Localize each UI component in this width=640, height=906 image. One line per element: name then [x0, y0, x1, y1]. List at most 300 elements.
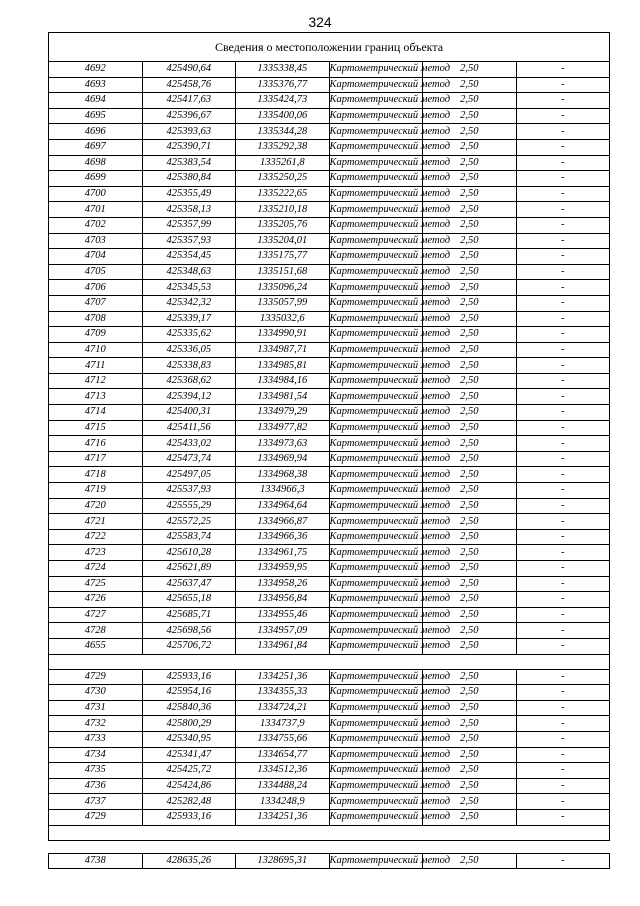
accuracy-cell: 2,50: [423, 202, 517, 218]
point-number-cell: 4710: [49, 342, 143, 358]
note-cell: -: [516, 529, 610, 545]
point-number-cell: 4737: [49, 794, 143, 810]
table-row: [49, 373, 610, 389]
accuracy-cell: 2,50: [423, 853, 517, 869]
note-cell: -: [516, 295, 610, 311]
coordinate-x-cell: 425537,93: [142, 483, 236, 499]
method-cell: Картометрический метод: [329, 638, 423, 654]
accuracy-cell: 2,50: [423, 139, 517, 155]
note-cell: -: [516, 389, 610, 405]
coordinate-x-cell: 425583,74: [142, 529, 236, 545]
coordinate-y-cell: 1334964,64: [236, 498, 330, 514]
coordinate-y-cell: 1334961,75: [236, 545, 330, 561]
method-cell: Картометрический метод: [329, 778, 423, 794]
point-number-cell: 4693: [49, 77, 143, 93]
table-row: [49, 124, 610, 140]
coordinate-y-cell: 1334512,36: [236, 763, 330, 779]
table-row: [49, 217, 610, 233]
method-cell: Картометрический метод: [329, 794, 423, 810]
table-row: [49, 778, 610, 794]
coordinate-y-cell: 1334248,9: [236, 794, 330, 810]
note-cell: -: [516, 139, 610, 155]
point-number-cell: 4732: [49, 716, 143, 732]
table-row: [49, 139, 610, 155]
accuracy-cell: 2,50: [423, 669, 517, 685]
note-cell: -: [516, 514, 610, 530]
coordinate-y-cell: 1335096,24: [236, 280, 330, 296]
method-cell: Картометрический метод: [329, 264, 423, 280]
point-number-cell: 4696: [49, 124, 143, 140]
table-row: [49, 669, 610, 685]
note-cell: -: [516, 420, 610, 436]
method-cell: Картометрический метод: [329, 217, 423, 233]
coordinate-y-cell: 1334755,66: [236, 731, 330, 747]
coordinate-y-cell: 1335400,06: [236, 108, 330, 124]
accuracy-cell: 2,50: [423, 327, 517, 343]
method-cell: Картометрический метод: [329, 623, 423, 639]
table-title-row: [49, 33, 610, 62]
accuracy-cell: 2,50: [423, 280, 517, 296]
accuracy-cell: 2,50: [423, 373, 517, 389]
coordinate-x-cell: 428635,26: [142, 853, 236, 869]
note-cell: -: [516, 342, 610, 358]
note-cell: -: [516, 607, 610, 623]
table-row: [49, 561, 610, 577]
table-row: [49, 853, 610, 869]
group-separator-row: [49, 654, 610, 669]
accuracy-cell: 2,50: [423, 311, 517, 327]
point-number-cell: 4711: [49, 358, 143, 374]
coordinate-x-cell: 425425,72: [142, 763, 236, 779]
coordinate-y-cell: 1334977,82: [236, 420, 330, 436]
coordinate-x-cell: 425355,49: [142, 186, 236, 202]
point-number-cell: 4655: [49, 638, 143, 654]
table-row: [49, 420, 610, 436]
note-cell: -: [516, 778, 610, 794]
accuracy-cell: 2,50: [423, 545, 517, 561]
table-row: [49, 405, 610, 421]
coordinate-x-cell: 425358,13: [142, 202, 236, 218]
point-number-cell: 4701: [49, 202, 143, 218]
accuracy-cell: 2,50: [423, 685, 517, 701]
coordinate-x-cell: 425338,83: [142, 358, 236, 374]
point-number-cell: 4709: [49, 327, 143, 343]
accuracy-cell: 2,50: [423, 700, 517, 716]
table-row: [49, 202, 610, 218]
coordinate-x-cell: 425342,32: [142, 295, 236, 311]
accuracy-cell: 2,50: [423, 420, 517, 436]
point-number-cell: 4729: [49, 669, 143, 685]
coordinate-y-cell: 1334251,36: [236, 809, 330, 825]
method-cell: Картометрический метод: [329, 295, 423, 311]
coordinate-y-cell: 1334355,33: [236, 685, 330, 701]
coordinate-x-cell: 425497,05: [142, 467, 236, 483]
method-cell: Картометрический метод: [329, 467, 423, 483]
note-cell: -: [516, 155, 610, 171]
table-row: [49, 716, 610, 732]
method-cell: Картометрический метод: [329, 171, 423, 187]
coordinate-y-cell: 1335344,28: [236, 124, 330, 140]
coordinate-y-cell: 1334973,63: [236, 436, 330, 452]
note-cell: -: [516, 592, 610, 608]
point-number-cell: 4708: [49, 311, 143, 327]
table-row: [49, 295, 610, 311]
accuracy-cell: 2,50: [423, 467, 517, 483]
coordinate-x-cell: 425393,63: [142, 124, 236, 140]
table-row: [49, 171, 610, 187]
method-cell: Картометрический метод: [329, 342, 423, 358]
table-row: [49, 809, 610, 825]
accuracy-cell: 2,50: [423, 155, 517, 171]
coordinate-x-cell: 425383,54: [142, 155, 236, 171]
note-cell: -: [516, 327, 610, 343]
method-cell: Картометрический метод: [329, 545, 423, 561]
coordinate-x-cell: 425473,74: [142, 451, 236, 467]
point-number-cell: 4712: [49, 373, 143, 389]
method-cell: Картометрический метод: [329, 483, 423, 499]
accuracy-cell: 2,50: [423, 592, 517, 608]
coordinate-y-cell: 1334956,84: [236, 592, 330, 608]
point-number-cell: 4717: [49, 451, 143, 467]
coordinate-x-cell: 425572,25: [142, 514, 236, 530]
coordinate-y-cell: 1335057,99: [236, 295, 330, 311]
table-row: [49, 545, 610, 561]
method-cell: Картометрический метод: [329, 576, 423, 592]
point-number-cell: 4723: [49, 545, 143, 561]
accuracy-cell: 2,50: [423, 405, 517, 421]
table-row: [49, 62, 610, 78]
note-cell: -: [516, 93, 610, 109]
accuracy-cell: 2,50: [423, 233, 517, 249]
method-cell: Картометрический метод: [329, 358, 423, 374]
point-number-cell: 4719: [49, 483, 143, 499]
method-cell: Картометрический метод: [329, 498, 423, 514]
accuracy-cell: 2,50: [423, 747, 517, 763]
table-spacer: [49, 840, 610, 853]
note-cell: -: [516, 171, 610, 187]
point-number-cell: 4726: [49, 592, 143, 608]
point-number-cell: 4715: [49, 420, 143, 436]
table-row: [49, 389, 610, 405]
coordinate-y-cell: 1334966,87: [236, 514, 330, 530]
note-cell: -: [516, 358, 610, 374]
accuracy-cell: 2,50: [423, 249, 517, 265]
table-spacer-row: [49, 840, 610, 853]
note-cell: -: [516, 405, 610, 421]
accuracy-cell: 2,50: [423, 264, 517, 280]
coordinate-y-cell: 1334961,84: [236, 638, 330, 654]
coordinate-y-cell: 1335424,73: [236, 93, 330, 109]
coordinate-x-cell: 425933,16: [142, 669, 236, 685]
method-cell: Картометрический метод: [329, 373, 423, 389]
table-row: [49, 233, 610, 249]
method-cell: Картометрический метод: [329, 280, 423, 296]
accuracy-cell: 2,50: [423, 217, 517, 233]
point-number-cell: 4735: [49, 763, 143, 779]
accuracy-cell: 2,50: [423, 93, 517, 109]
coordinate-x-cell: 425706,72: [142, 638, 236, 654]
method-cell: Картометрический метод: [329, 77, 423, 93]
point-number-cell: 4727: [49, 607, 143, 623]
accuracy-cell: 2,50: [423, 124, 517, 140]
coordinate-x-cell: 425390,71: [142, 139, 236, 155]
accuracy-cell: 2,50: [423, 778, 517, 794]
coordinate-y-cell: 1334968,38: [236, 467, 330, 483]
point-number-cell: 4703: [49, 233, 143, 249]
table-row: [49, 483, 610, 499]
note-cell: -: [516, 561, 610, 577]
accuracy-cell: 2,50: [423, 514, 517, 530]
coordinate-y-cell: 1334966,3: [236, 483, 330, 499]
coordinate-y-cell: 1335210,18: [236, 202, 330, 218]
point-number-cell: 4722: [49, 529, 143, 545]
note-cell: -: [516, 809, 610, 825]
point-number-cell: 4697: [49, 139, 143, 155]
point-number-cell: 4729: [49, 809, 143, 825]
point-number-cell: 4695: [49, 108, 143, 124]
table-row: [49, 108, 610, 124]
table-row: [49, 77, 610, 93]
note-cell: -: [516, 233, 610, 249]
table-row: [49, 794, 610, 810]
accuracy-cell: 2,50: [423, 638, 517, 654]
coordinate-y-cell: 1334957,09: [236, 623, 330, 639]
method-cell: Картометрический метод: [329, 139, 423, 155]
coordinate-y-cell: 1334979,29: [236, 405, 330, 421]
point-number-cell: 4702: [49, 217, 143, 233]
method-cell: Картометрический метод: [329, 514, 423, 530]
accuracy-cell: 2,50: [423, 483, 517, 499]
coordinate-y-cell: 1334987,71: [236, 342, 330, 358]
coordinate-x-cell: 425417,63: [142, 93, 236, 109]
note-cell: -: [516, 186, 610, 202]
point-number-cell: 4730: [49, 685, 143, 701]
coordinate-y-cell: 1334737,9: [236, 716, 330, 732]
point-number-cell: 4706: [49, 280, 143, 296]
coordinate-y-cell: 1334985,81: [236, 358, 330, 374]
method-cell: Картометрический метод: [329, 233, 423, 249]
method-cell: Картометрический метод: [329, 249, 423, 265]
point-number-cell: 4724: [49, 561, 143, 577]
coordinate-x-cell: 425354,45: [142, 249, 236, 265]
accuracy-cell: 2,50: [423, 108, 517, 124]
table-row: [49, 529, 610, 545]
point-number-cell: 4692: [49, 62, 143, 78]
table-row: [49, 155, 610, 171]
table-row: [49, 451, 610, 467]
coordinate-x-cell: 425348,63: [142, 264, 236, 280]
accuracy-cell: 2,50: [423, 186, 517, 202]
coordinate-y-cell: 1334654,77: [236, 747, 330, 763]
note-cell: -: [516, 436, 610, 452]
point-number-cell: 4698: [49, 155, 143, 171]
table-row: [49, 342, 610, 358]
coordinate-x-cell: 425400,31: [142, 405, 236, 421]
method-cell: Картометрический метод: [329, 592, 423, 608]
coordinate-x-cell: 425840,36: [142, 700, 236, 716]
note-cell: -: [516, 124, 610, 140]
note-cell: -: [516, 280, 610, 296]
note-cell: -: [516, 794, 610, 810]
accuracy-cell: 2,50: [423, 295, 517, 311]
note-cell: -: [516, 498, 610, 514]
coordinate-y-cell: 1334955,46: [236, 607, 330, 623]
point-number-cell: 4734: [49, 747, 143, 763]
note-cell: -: [516, 576, 610, 592]
group-separator: [49, 825, 610, 840]
note-cell: -: [516, 763, 610, 779]
coordinate-x-cell: 425411,56: [142, 420, 236, 436]
method-cell: Картометрический метод: [329, 311, 423, 327]
table-row: [49, 638, 610, 654]
coordinate-y-cell: 1334959,95: [236, 561, 330, 577]
coordinate-y-cell: 1335261,8: [236, 155, 330, 171]
method-cell: Картометрический метод: [329, 809, 423, 825]
coordinate-x-cell: 425368,62: [142, 373, 236, 389]
coordinate-y-cell: 1335151,68: [236, 264, 330, 280]
method-cell: Картометрический метод: [329, 716, 423, 732]
table-row: [49, 249, 610, 265]
coordinate-x-cell: 425335,62: [142, 327, 236, 343]
coordinate-x-cell: 425345,53: [142, 280, 236, 296]
note-cell: -: [516, 700, 610, 716]
coordinate-y-cell: 1334984,16: [236, 373, 330, 389]
note-cell: -: [516, 853, 610, 869]
accuracy-cell: 2,50: [423, 561, 517, 577]
method-cell: Картометрический метод: [329, 62, 423, 78]
point-number-cell: 4705: [49, 264, 143, 280]
coordinate-x-cell: 425933,16: [142, 809, 236, 825]
note-cell: -: [516, 373, 610, 389]
coordinate-x-cell: 425621,89: [142, 561, 236, 577]
coordinate-x-cell: 425339,17: [142, 311, 236, 327]
point-number-cell: 4718: [49, 467, 143, 483]
coordinate-x-cell: 425380,84: [142, 171, 236, 187]
table-row: [49, 467, 610, 483]
coordinate-y-cell: 1334966,36: [236, 529, 330, 545]
point-number-cell: 4699: [49, 171, 143, 187]
point-number-cell: 4721: [49, 514, 143, 530]
accuracy-cell: 2,50: [423, 623, 517, 639]
coordinate-x-cell: 425637,47: [142, 576, 236, 592]
method-cell: Картометрический метод: [329, 389, 423, 405]
accuracy-cell: 2,50: [423, 809, 517, 825]
point-number-cell: 4725: [49, 576, 143, 592]
table-row: [49, 685, 610, 701]
coordinate-y-cell: 1335032,6: [236, 311, 330, 327]
accuracy-cell: 2,50: [423, 731, 517, 747]
coordinate-y-cell: 1335292,38: [236, 139, 330, 155]
table-row: [49, 700, 610, 716]
coordinate-x-cell: 425424,86: [142, 778, 236, 794]
method-cell: Картометрический метод: [329, 93, 423, 109]
method-cell: Картометрический метод: [329, 529, 423, 545]
note-cell: -: [516, 264, 610, 280]
coordinate-x-cell: 425282,48: [142, 794, 236, 810]
accuracy-cell: 2,50: [423, 436, 517, 452]
point-number-cell: 4700: [49, 186, 143, 202]
method-cell: Картометрический метод: [329, 327, 423, 343]
point-number-cell: 4728: [49, 623, 143, 639]
coordinate-y-cell: 1334958,26: [236, 576, 330, 592]
note-cell: -: [516, 685, 610, 701]
coordinate-y-cell: 1334488,24: [236, 778, 330, 794]
note-cell: -: [516, 623, 610, 639]
table-row: [49, 498, 610, 514]
coordinate-y-cell: 1335376,77: [236, 77, 330, 93]
note-cell: -: [516, 467, 610, 483]
note-cell: -: [516, 451, 610, 467]
method-cell: Картометрический метод: [329, 405, 423, 421]
note-cell: -: [516, 249, 610, 265]
table-row: [49, 327, 610, 343]
accuracy-cell: 2,50: [423, 763, 517, 779]
note-cell: -: [516, 545, 610, 561]
method-cell: Картометрический метод: [329, 763, 423, 779]
note-cell: -: [516, 483, 610, 499]
table-row: [49, 186, 610, 202]
method-cell: Картометрический метод: [329, 561, 423, 577]
method-cell: Картометрический метод: [329, 731, 423, 747]
coordinate-y-cell: 1334251,36: [236, 669, 330, 685]
coordinate-x-cell: 425341,47: [142, 747, 236, 763]
accuracy-cell: 2,50: [423, 389, 517, 405]
coordinate-x-cell: 425610,28: [142, 545, 236, 561]
note-cell: -: [516, 217, 610, 233]
coordinate-y-cell: 1335222,65: [236, 186, 330, 202]
method-cell: Картометрический метод: [329, 669, 423, 685]
accuracy-cell: 2,50: [423, 498, 517, 514]
coordinate-x-cell: 425433,02: [142, 436, 236, 452]
method-cell: Картометрический метод: [329, 747, 423, 763]
accuracy-cell: 2,50: [423, 607, 517, 623]
point-number-cell: 4707: [49, 295, 143, 311]
method-cell: Картометрический метод: [329, 607, 423, 623]
coordinate-y-cell: 1334724,21: [236, 700, 330, 716]
point-number-cell: 4738: [49, 853, 143, 869]
table-row: [49, 592, 610, 608]
coordinate-y-cell: 1335338,45: [236, 62, 330, 78]
method-cell: Картометрический метод: [329, 700, 423, 716]
coordinate-x-cell: 425698,56: [142, 623, 236, 639]
table-row: [49, 311, 610, 327]
table-row: [49, 747, 610, 763]
coordinates-table: [48, 32, 610, 869]
coordinate-x-cell: 425396,67: [142, 108, 236, 124]
method-cell: Картометрический метод: [329, 451, 423, 467]
coordinate-x-cell: 425340,95: [142, 731, 236, 747]
page-number: 324: [308, 14, 332, 30]
coordinate-x-cell: 425357,93: [142, 233, 236, 249]
table-row: [49, 607, 610, 623]
table-row: [49, 623, 610, 639]
note-cell: -: [516, 747, 610, 763]
method-cell: Картометрический метод: [329, 202, 423, 218]
point-number-cell: 4720: [49, 498, 143, 514]
table-title: Сведения о местоположении границ объекта: [49, 33, 610, 62]
coordinate-x-cell: 425336,05: [142, 342, 236, 358]
coordinate-x-cell: 425357,99: [142, 217, 236, 233]
accuracy-cell: 2,50: [423, 77, 517, 93]
coordinate-x-cell: 425490,64: [142, 62, 236, 78]
accuracy-cell: 2,50: [423, 62, 517, 78]
method-cell: Картометрический метод: [329, 420, 423, 436]
table-row: [49, 731, 610, 747]
coordinates-table-body: [49, 33, 610, 869]
note-cell: -: [516, 716, 610, 732]
coordinate-x-cell: 425685,71: [142, 607, 236, 623]
note-cell: -: [516, 638, 610, 654]
